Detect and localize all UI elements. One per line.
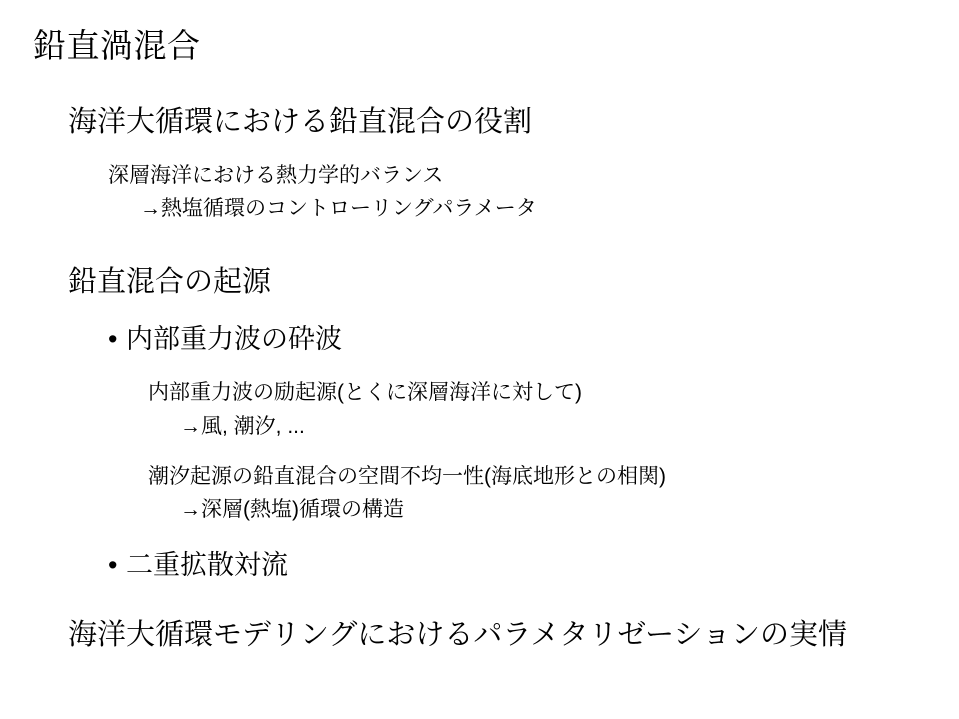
- section-heading-role: 海洋大循環における鉛直混合の役割: [68, 106, 533, 138]
- bullet-label: 内部重力波の砕波: [126, 324, 342, 354]
- section-heading-origin: 鉛直混合の起源: [68, 266, 272, 298]
- bullet-dot-icon: •: [108, 324, 118, 354]
- detail-thermodynamic-balance: 深層海洋における熱力学的バランス: [108, 164, 444, 187]
- bullet-label: 二重拡散対流: [126, 550, 288, 580]
- section-heading-parameterization: 海洋大循環モデリングにおけるパラメタリゼーションの実情: [68, 619, 847, 651]
- bullet-double-diffusive-convection: [108, 549, 288, 581]
- detail-wind-tide: →風, 潮汐, ...: [180, 415, 305, 438]
- detail-deep-thermohaline-structure: →深層(熱塩)循環の構造: [180, 498, 404, 521]
- slide-title: 鉛直渦混合: [33, 27, 201, 64]
- detail-wave-excitation-source: 内部重力波の励起源(とくに深層海洋に対して): [148, 381, 582, 404]
- detail-controlling-parameter: →熱塩循環のコントローリングパラメータ: [140, 197, 537, 220]
- bullet-dot-icon: •: [108, 550, 118, 580]
- detail-tidal-spatial-inhomogeneity: 潮汐起源の鉛直混合の空間不均一性(海底地形との相関): [148, 465, 666, 488]
- bullet-internal-wave-breaking: [108, 323, 342, 355]
